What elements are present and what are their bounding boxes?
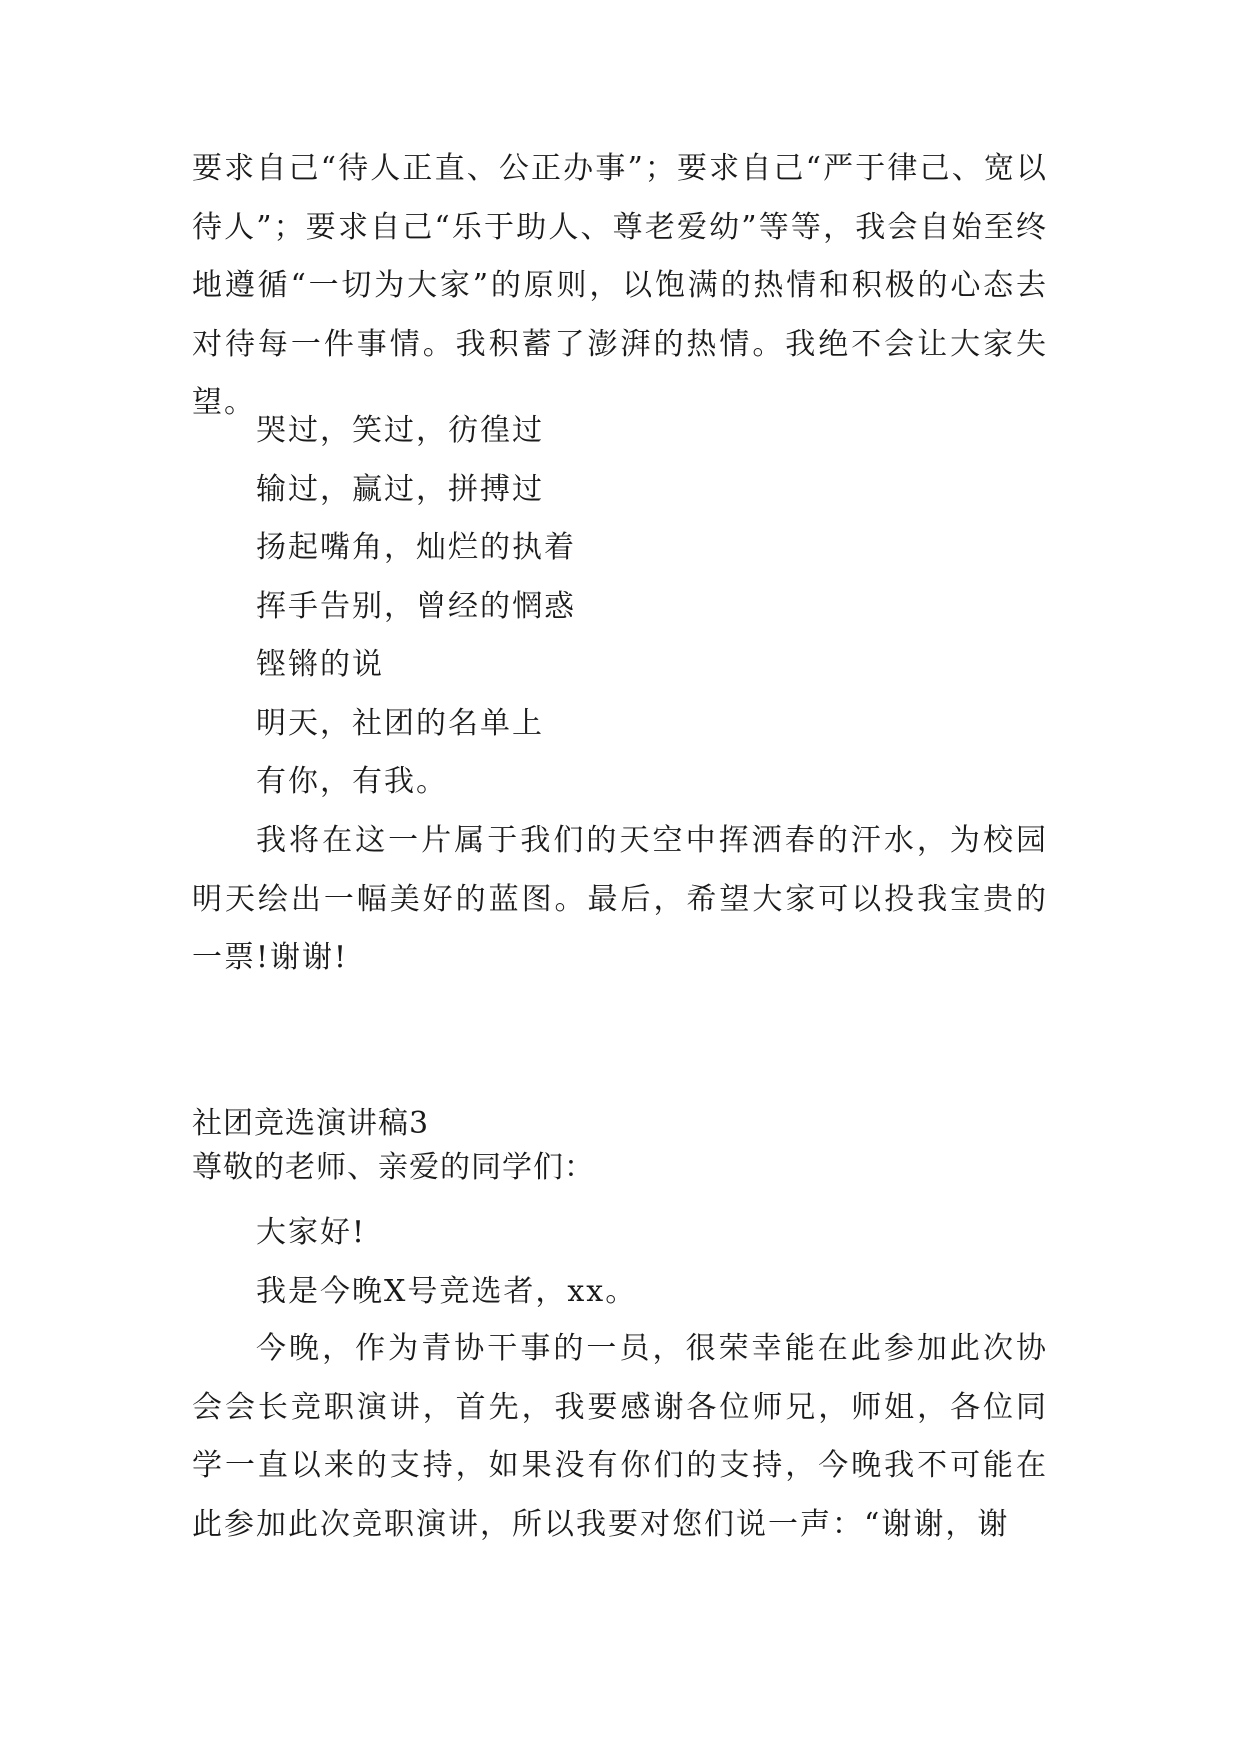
salutation: 尊敬的老师、亲爱的同学们： — [192, 1150, 595, 1185]
poem-line: 有你，有我。 — [256, 764, 448, 799]
poem-line: 挥手告别，曾经的惘惑 — [256, 588, 576, 624]
poem-line: 扬起嘴角，灿烂的执着 — [256, 530, 576, 565]
section-header — [192, 1102, 1048, 1190]
poem-line: 明天，社团的名单上 — [256, 705, 544, 741]
greeting: 大家好! — [256, 1215, 367, 1250]
poem-line: 哭过，笑过，彷徨过 — [256, 413, 544, 448]
intro-line: 我是今晚X号竞选者，xx。 — [256, 1273, 638, 1309]
paragraph-closing — [192, 812, 1048, 988]
poem-line: 输过，赢过，拼搏过 — [256, 471, 544, 507]
speech-opening — [192, 1204, 1048, 1321]
paragraph-text: 要求自己“待人正直、公正办事”；要求自己“严于律己、宽以待人”；要求自己“乐于助人、尊老爱幼”等等，我会自始至终地遵循“一切为大家”的原则，以饱满的热情和积极的心态去对待每一件事情。我积蓄了澎湃的热情。我绝不会让大家失望。 — [192, 151, 1048, 420]
paragraph-text: 今晚，作为青协干事的一员，很荣幸能在此参加此次协会会长竞职演讲，首先，我要感谢各位师兄，师姐，各位同学一直以来的支持，如果没有你们的支持，今晚我不可能在此参加此次竞职演讲，所以我要对您们说一声：“谢谢，谢 — [192, 1331, 1048, 1542]
section-title: 社团竞选演讲稿3 — [192, 1106, 430, 1141]
paragraph-commitments — [192, 140, 1048, 433]
paragraph-body — [192, 1320, 1048, 1554]
poem — [192, 402, 1048, 812]
poem-line: 铿锵的说 — [256, 647, 384, 682]
paragraph-text: 我将在这一片属于我们的天空中挥洒春的汗水，为校园明天绘出一幅美好的蓝图。最后，希望大家可以投我宝贵的一票!谢谢! — [192, 823, 1048, 975]
